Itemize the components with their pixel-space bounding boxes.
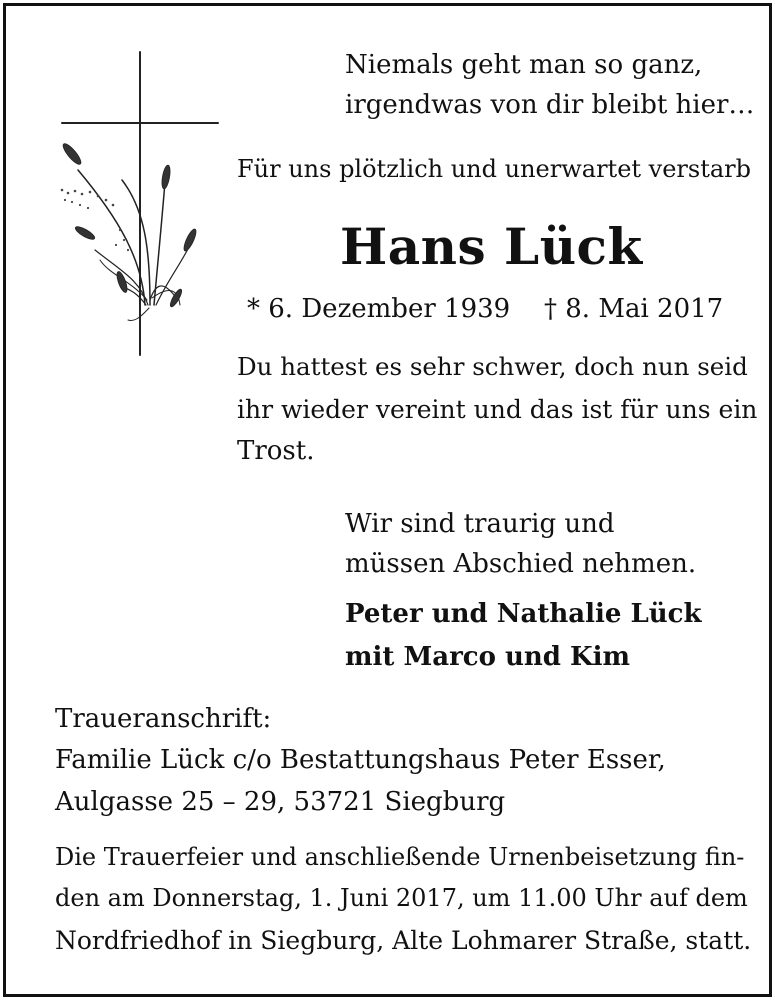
- address-line-2: Aulgasse 25 – 29, 53721 Siegburg: [55, 787, 506, 817]
- ceremony-line-1: Die Trauerfeier und anschließende Urnenbeisetzung fin-: [55, 843, 745, 871]
- farewell-line-1: Wir sind traurig und: [345, 509, 615, 539]
- cross-wheat-icon: [50, 50, 230, 360]
- family-line-2: mit Marco und Kim: [345, 642, 631, 672]
- intro-text: Für uns plötzlich und unerwartet verstarb: [237, 155, 752, 183]
- address-line-1: Familie Lück c/o Bestattungshaus Peter Esser,: [55, 745, 666, 775]
- farewell-line-2: müssen Abschied nehmen.: [345, 549, 697, 579]
- address-label: Traueranschrift:: [55, 704, 272, 734]
- death-date: † 8. Mai 2017: [544, 294, 724, 324]
- ceremony-line-2: den am Donnerstag, 1. Juni 2017, um 11.00 Uhr auf dem: [55, 884, 748, 912]
- message-line-3: Trost.: [237, 436, 315, 466]
- birth-date: * 6. Dezember 1939: [247, 294, 511, 324]
- deceased-name: Hans Lück: [340, 217, 643, 276]
- family-line-1: Peter und Nathalie Lück: [345, 599, 702, 629]
- message-line-1: Du hattest es sehr schwer, doch nun seid: [237, 352, 748, 381]
- poem-line-2: irgendwas von dir bleibt hier…: [345, 90, 755, 120]
- ceremony-line-3: Nordfriedhof in Siegburg, Alte Lohmarer Straße, statt.: [55, 926, 752, 955]
- poem-line-1: Niemals geht man so ganz,: [345, 50, 703, 80]
- message-line-2: ihr wieder vereint und das ist für uns ein: [237, 395, 758, 424]
